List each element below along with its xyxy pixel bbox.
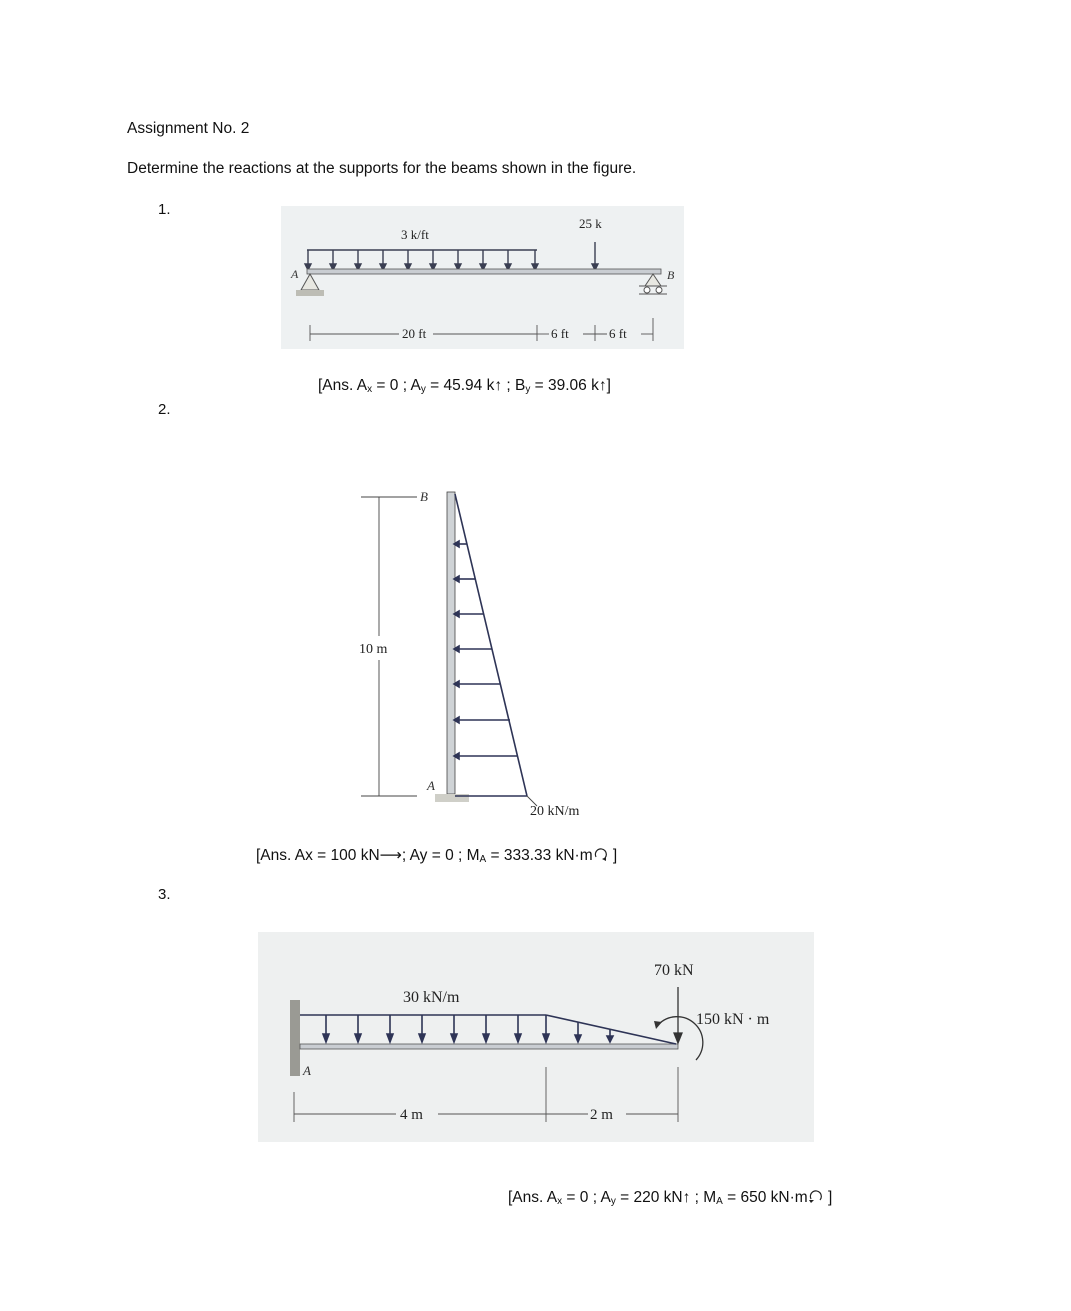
assignment-title: Assignment No. 2 xyxy=(127,120,250,137)
point-load-label: 25 k xyxy=(579,216,602,231)
moment-label: 150 kN · m xyxy=(696,1011,770,1028)
problem-2-number: 2. xyxy=(158,401,171,418)
load-intensity-label: 20 kN/m xyxy=(530,804,580,819)
problem-3-figure xyxy=(258,932,814,1142)
point-b-label: B xyxy=(420,489,428,504)
support-b-label: B xyxy=(667,268,675,282)
point-a-label: A xyxy=(427,778,435,793)
distributed-load-label: 3 k/ft xyxy=(401,227,429,242)
dimension-6ft-a: 6 ft xyxy=(551,326,569,341)
dimension-20ft: 20 ft xyxy=(402,326,427,341)
problem-1-answer: [Ans. $A_x = 0$ ; $A_y = 45.94$ k↑ ; $B_y = 39.06$ k↑] xyxy=(318,377,611,395)
dimension-6ft-b: 6 ft xyxy=(609,326,627,341)
height-label: 10 m xyxy=(359,642,388,657)
problem-3-answer: [Ans. $A_x = 0$ ; $A_y = 220$ kN↑ ; $M_A = 650$ kN·m ] xyxy=(508,1189,833,1207)
support-a-label: A xyxy=(291,267,299,281)
instruction-text: Determine the reactions at the supports for the beams shown in the figure. xyxy=(127,160,637,177)
support-a-label: A xyxy=(303,1063,311,1078)
dimension-4m: 4 m xyxy=(400,1107,423,1123)
problem-3-number: 3. xyxy=(158,886,171,903)
problem-1-figure xyxy=(281,206,684,349)
dimension-2m: 2 m xyxy=(590,1107,613,1123)
distributed-load-label: 30 kN/m xyxy=(403,989,460,1006)
problem-2-answer: [Ans. Ax = 100 kN⟶; Ay = 0 ; $M_A = 333.33$ kN·m ] xyxy=(256,847,618,865)
problem-1-number: 1. xyxy=(158,201,171,218)
clockwise-moment-icon xyxy=(593,846,609,862)
problem-2-figure xyxy=(355,484,615,824)
point-load-label: 70 kN xyxy=(654,962,694,979)
counterclockwise-moment-icon xyxy=(808,1188,824,1204)
